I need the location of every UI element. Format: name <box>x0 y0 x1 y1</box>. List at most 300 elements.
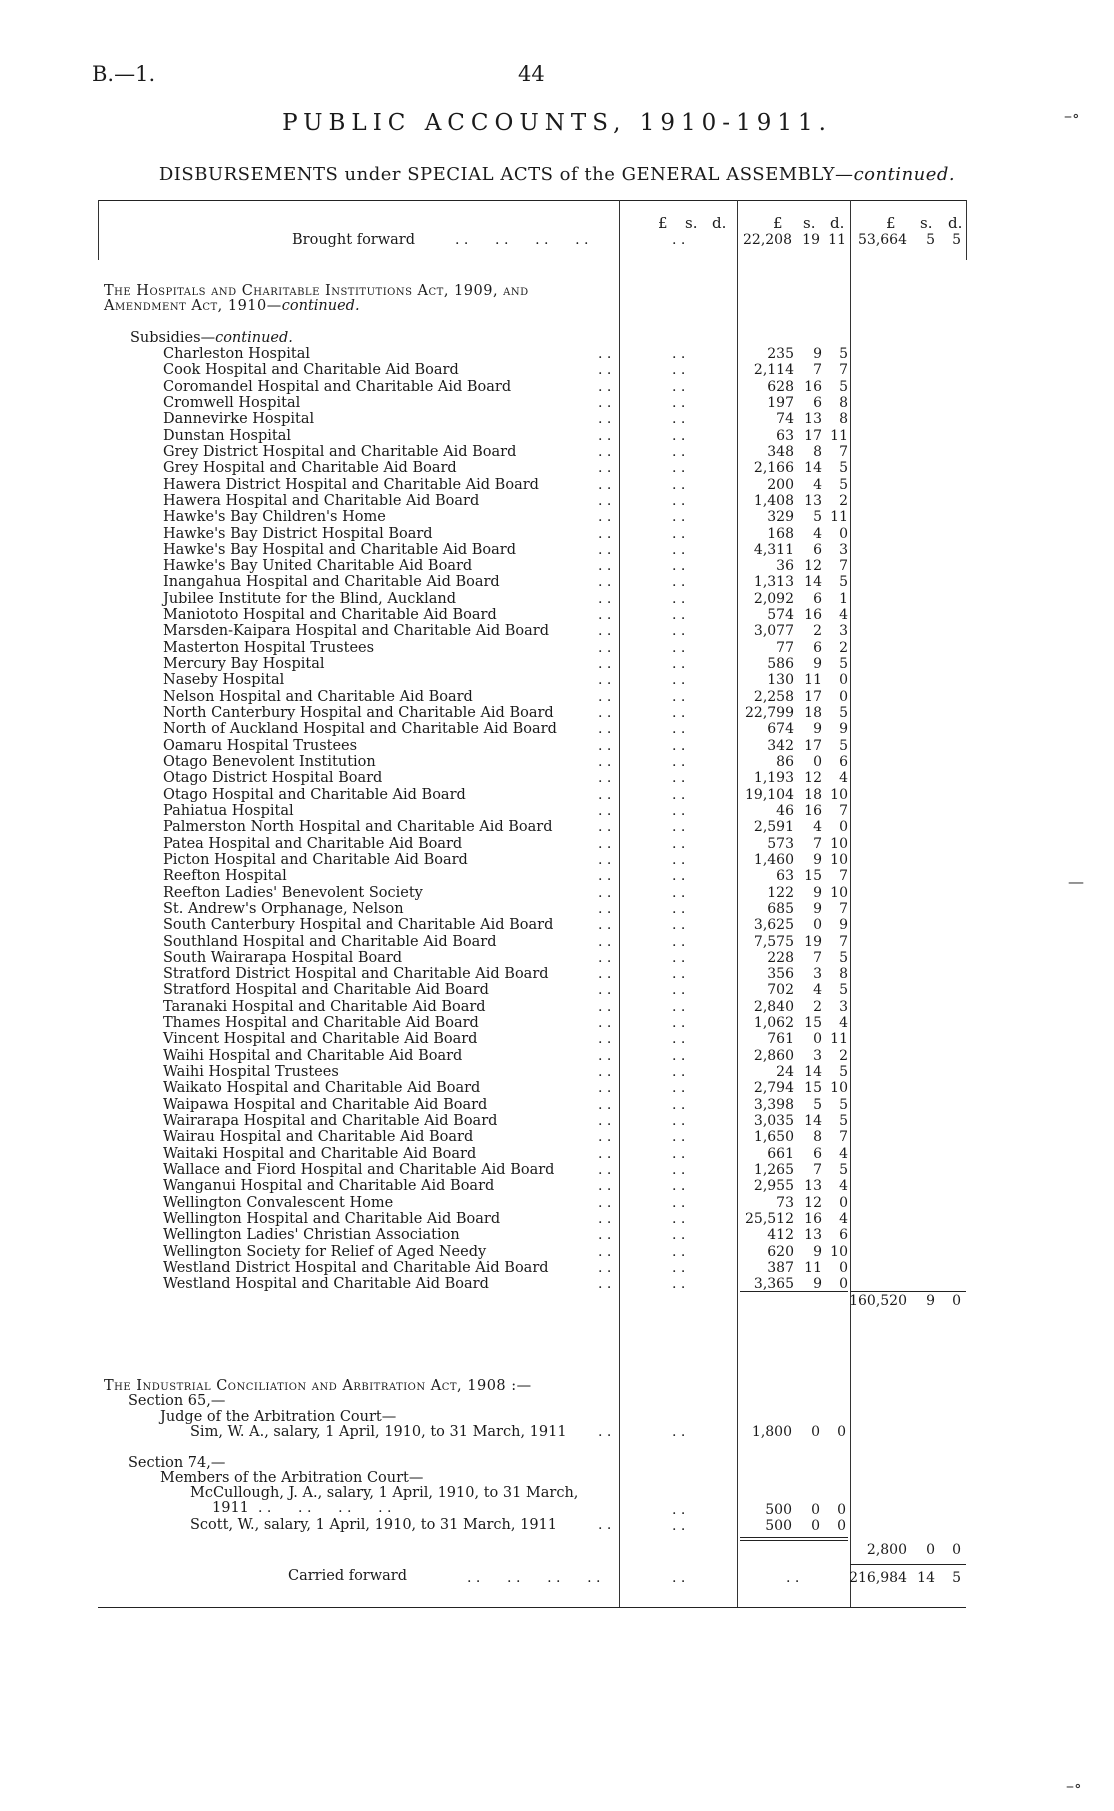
subsidy-amount <box>744 885 848 901</box>
col1-shilling-heading: s. <box>685 214 698 232</box>
table-row <box>0 1064 1114 1080</box>
col1-dots: . . <box>672 378 686 395</box>
table-row <box>0 395 1114 411</box>
subsidy-amount <box>744 1129 848 1145</box>
hospital-name: Wellington Hospital and Charitable Aid Board <box>163 1210 501 1227</box>
amount-shillings: 9 <box>926 1293 935 1309</box>
amount-pounds: 25,512 <box>745 1210 794 1227</box>
table-row <box>0 950 1114 966</box>
col1-dots: . . <box>672 1047 686 1064</box>
amount-pounds: 2,114 <box>753 362 794 379</box>
table-row <box>0 477 1114 493</box>
col1-dots: . . <box>672 1210 686 1227</box>
judge-salary-item: Sim, W. A., salary, 1 April, 1910, to 31 March, 1911 <box>190 1424 567 1440</box>
hospital-name: Stratford Hospital and Charitable Aid Board <box>163 982 489 999</box>
subsidy-amount <box>744 346 848 362</box>
leader-dots: . . <box>598 378 612 395</box>
table-row <box>0 1211 1114 1227</box>
brought-forward-leader: . . . . . . . . <box>455 232 589 248</box>
subsidy-amount <box>744 656 848 672</box>
amount-pounds: 348 <box>767 443 794 460</box>
amount-pence: 4 <box>839 1015 848 1032</box>
subsidy-amount <box>744 623 848 639</box>
arbitration-act-heading: The Industrial Conciliation and Arbitration Act, 1908 :— <box>104 1378 532 1394</box>
col1-dots: . . <box>672 574 686 591</box>
table-row <box>0 1031 1114 1047</box>
table-row <box>0 966 1114 982</box>
carried-forward-col2-dots: . . <box>786 1570 800 1586</box>
hospital-name: Hawera District Hospital and Charitable Aid Board <box>163 476 539 493</box>
table-row <box>0 526 1114 542</box>
col1-dots: . . <box>672 1064 686 1081</box>
table-row <box>0 1015 1114 1031</box>
table-row <box>0 591 1114 607</box>
amount-pence: 3 <box>839 623 848 640</box>
hospitals-total <box>847 1293 961 1309</box>
amount-pounds: 19,104 <box>745 786 794 803</box>
hospital-name: Vincent Hospital and Charitable Aid Board <box>163 1031 478 1048</box>
leader-dots: . . <box>598 1064 612 1081</box>
leader-dots: . . <box>598 574 612 591</box>
table-row <box>0 656 1114 672</box>
amount-pence: 5 <box>839 656 848 673</box>
hospitals-act-heading-line2 <box>104 298 360 314</box>
amount-pence: 5 <box>952 1570 961 1586</box>
col1-dots: . . <box>672 1015 686 1032</box>
amount-pence: 5 <box>952 232 961 248</box>
hospital-name: Wairarapa Hospital and Charitable Aid Board <box>163 1113 498 1130</box>
col2-pence-heading: d. <box>830 214 845 232</box>
leader-dots: . . <box>598 737 612 754</box>
subsidy-amount <box>744 1178 848 1194</box>
amount-pounds: 160,520 <box>849 1293 907 1309</box>
amount-shillings: 0 <box>811 1518 820 1534</box>
hospital-name: Wellington Convalescent Home <box>163 1194 394 1211</box>
hospital-name: Maniototo Hospital and Charitable Aid Board <box>163 607 497 624</box>
amount-pence: 5 <box>839 378 848 395</box>
member2-col1-dots: . . <box>672 1518 686 1534</box>
subsidy-amount <box>744 1227 848 1243</box>
col1-dots: . . <box>672 1194 686 1211</box>
col1-dots: . . <box>672 607 686 624</box>
subsidy-amount <box>744 460 848 476</box>
brought-forward-col2 <box>732 232 846 248</box>
hospitals-total-rule <box>850 1291 966 1292</box>
member2-amount <box>732 1518 846 1534</box>
col1-dots: . . <box>672 705 686 722</box>
hospital-name: Reefton Ladies' Benevolent Society <box>163 884 423 901</box>
grand-total-rule <box>850 1564 966 1565</box>
leader-dots: . . <box>598 1178 612 1195</box>
table-row <box>0 428 1114 444</box>
subsidy-amount <box>744 852 848 868</box>
amount-pounds: 3,035 <box>753 1113 794 1130</box>
amount-pence: 11 <box>830 427 848 444</box>
subsidy-amount <box>744 689 848 705</box>
col1-dots: . . <box>672 1096 686 1113</box>
col1-dots: . . <box>672 982 686 999</box>
hospital-name: Waitaki Hospital and Charitable Aid Board <box>163 1145 477 1162</box>
hospital-name: Wairau Hospital and Charitable Aid Board <box>163 1129 474 1146</box>
member1-item-line2: 1911 <box>212 1500 249 1516</box>
amount-pounds: 197 <box>767 394 794 411</box>
amount-shillings: 14 <box>804 460 822 477</box>
subsidies-label <box>130 330 293 346</box>
subtitle-main: DISBURSEMENTS under SPECIAL ACTS of the GENERAL ASSEMBLY— <box>158 164 854 185</box>
amount-pounds: 387 <box>767 1259 794 1276</box>
subsidy-amount <box>744 1244 848 1260</box>
subsidy-amount <box>744 1097 848 1113</box>
leader-dots: . . <box>598 623 612 640</box>
subsidy-amount <box>744 754 848 770</box>
col1-dots: . . <box>672 998 686 1015</box>
leader-dots: . . <box>598 411 612 428</box>
hospital-name: Inangahua Hospital and Charitable Aid Board <box>163 574 500 591</box>
subsidy-amount <box>744 1146 848 1162</box>
table-row <box>0 672 1114 688</box>
subsidies-text: Subsidies— <box>130 330 216 346</box>
amount-shillings: 5 <box>813 509 822 526</box>
table-row <box>0 1048 1114 1064</box>
section-74-label: Section 74,— <box>128 1455 226 1471</box>
column-rule-right <box>966 200 967 260</box>
table-row <box>0 1097 1114 1113</box>
hospital-name: Wanganui Hospital and Charitable Aid Board <box>163 1178 495 1195</box>
amount-shillings: 7 <box>813 949 822 966</box>
amount-pounds: 216,984 <box>849 1570 907 1586</box>
amount-pounds: 702 <box>767 982 794 999</box>
col1-dots: . . <box>672 966 686 983</box>
amount-shillings: 2 <box>813 623 822 640</box>
amount-pounds: 3,365 <box>753 1276 794 1293</box>
leader-dots: . . <box>598 1162 612 1178</box>
leader-dots: . . <box>598 672 612 689</box>
hospital-name: South Canterbury Hospital and Charitable Aid Board <box>163 917 554 934</box>
amount-pounds: 1,650 <box>753 1129 794 1146</box>
hospital-name: Waihi Hospital Trustees <box>163 1064 339 1081</box>
amount-pounds: 2,591 <box>753 819 794 836</box>
amount-shillings: 4 <box>813 525 822 542</box>
amount-pence: 4 <box>839 1145 848 1162</box>
col1-dots: . . <box>672 1031 686 1048</box>
leader-dots: . . <box>598 607 612 624</box>
amount-shillings: 9 <box>813 900 822 917</box>
amount-pence: 0 <box>839 672 848 689</box>
leader-dots: . . <box>598 1129 612 1146</box>
judge-col1-dots: . . <box>672 1424 686 1440</box>
col1-dots: . . <box>672 1243 686 1260</box>
amount-pence: 11 <box>830 1031 848 1048</box>
amount-pence: 5 <box>839 1096 848 1113</box>
amount-shillings: 16 <box>804 1210 822 1227</box>
table-row <box>0 885 1114 901</box>
subsidy-amount <box>744 591 848 607</box>
hospital-name: Mercury Bay Hospital <box>163 656 325 673</box>
leader-dots: . . <box>598 754 612 770</box>
subsidy-amount <box>744 1080 848 1096</box>
table-row <box>0 999 1114 1015</box>
amount-pounds: 356 <box>767 966 794 983</box>
hospital-name: Otago District Hospital Board <box>163 770 383 787</box>
subsidy-amount <box>744 721 848 737</box>
col1-dots: . . <box>672 1080 686 1097</box>
amount-shillings: 9 <box>813 1276 822 1293</box>
amount-pence: 3 <box>839 541 848 558</box>
subsidy-amount <box>744 672 848 688</box>
amount-pence: 0 <box>839 1194 848 1211</box>
amount-shillings: 0 <box>813 917 822 934</box>
amount-shillings: 17 <box>804 688 822 705</box>
subsidy-amount <box>744 917 848 933</box>
amount-shillings: 6 <box>813 541 822 558</box>
amount-pence: 5 <box>839 574 848 591</box>
amount-pounds: 1,265 <box>753 1162 794 1178</box>
margin-mark: — <box>1068 872 1084 891</box>
amount-pence: 5 <box>839 1113 848 1130</box>
amount-pounds: 574 <box>767 607 794 624</box>
amount-pence: 7 <box>839 362 848 379</box>
carried-forward-col3 <box>847 1570 961 1586</box>
amount-pounds: 36 <box>776 558 794 575</box>
hospital-name: Oamaru Hospital Trustees <box>163 737 358 754</box>
subsidies-continued: continued. <box>215 330 293 346</box>
amount-pence: 0 <box>837 1518 846 1534</box>
subsidy-amount <box>744 493 848 509</box>
hospital-name: Coromandel Hospital and Charitable Aid Board <box>163 378 512 395</box>
amount-pounds: 3,398 <box>753 1096 794 1113</box>
col1-dots: . . <box>672 1276 686 1293</box>
hospitals-act-heading: The Hospitals and Charitable Institutions Act, 1909, and <box>104 283 529 299</box>
page-subtitle <box>0 164 1114 185</box>
amount-pounds: 2,955 <box>753 1178 794 1195</box>
hospital-name: Otago Hospital and Charitable Aid Board <box>163 786 466 803</box>
amount-shillings: 0 <box>813 754 822 770</box>
amount-pounds: 86 <box>776 754 794 770</box>
amount-pence: 5 <box>839 1162 848 1178</box>
leader-dots: . . <box>598 688 612 705</box>
table-row <box>0 819 1114 835</box>
amount-pence: 11 <box>830 509 848 526</box>
subsidy-amount <box>744 982 848 998</box>
col1-dots: . . <box>672 917 686 934</box>
col1-dots: . . <box>672 509 686 526</box>
judge-label: Judge of the Arbitration Court— <box>160 1409 397 1425</box>
amount-pence: 6 <box>839 1227 848 1244</box>
col1-dots: . . <box>672 737 686 754</box>
leader-dots: . . <box>598 427 612 444</box>
amount-pence: 10 <box>830 851 848 868</box>
amount-shillings: 13 <box>804 1178 822 1195</box>
col1-dots: . . <box>672 362 686 379</box>
amount-shillings: 3 <box>813 966 822 983</box>
member1-col1-dots: . . <box>672 1502 686 1518</box>
col1-pound-heading: £ <box>658 214 668 232</box>
hospital-name: South Wairarapa Hospital Board <box>163 949 403 966</box>
hospital-name: Reefton Hospital <box>163 868 287 885</box>
amount-pounds: 53,664 <box>858 232 907 248</box>
carried-forward-col1-dots: . . <box>672 1570 686 1586</box>
amount-shillings: 6 <box>813 1145 822 1162</box>
leader-dots: . . <box>598 851 612 868</box>
subsidy-amount <box>744 1276 848 1292</box>
col1-dots: . . <box>672 851 686 868</box>
col1-dots: . . <box>672 1178 686 1195</box>
leader-dots: . . <box>598 1080 612 1097</box>
leader-dots: . . <box>598 639 612 656</box>
amount-shillings: 2 <box>813 998 822 1015</box>
amount-pence: 0 <box>839 1276 848 1293</box>
col1-dots: . . <box>672 590 686 607</box>
amount-pounds: 73 <box>776 1194 794 1211</box>
table-row <box>0 754 1114 770</box>
subsidy-amount <box>744 379 848 395</box>
amount-shillings: 9 <box>813 721 822 738</box>
hospital-name: Hawke's Bay District Hospital Board <box>163 525 433 542</box>
amount-pence: 8 <box>839 411 848 428</box>
amount-pounds: 2,092 <box>753 590 794 607</box>
leader-dots: . . <box>598 1096 612 1113</box>
subsidy-amount <box>744 999 848 1015</box>
amount-pence: 0 <box>952 1542 961 1558</box>
amount-shillings: 14 <box>804 574 822 591</box>
amount-pence: 3 <box>839 998 848 1015</box>
amount-shillings: 6 <box>813 590 822 607</box>
amount-pounds: 200 <box>767 476 794 493</box>
amount-pence: 1 <box>839 590 848 607</box>
table-row <box>0 607 1114 623</box>
subsidy-amount <box>744 934 848 950</box>
subsidy-amount <box>744 901 848 917</box>
table-row <box>0 1244 1114 1260</box>
table-row <box>0 1080 1114 1096</box>
leader-dots: . . <box>598 884 612 901</box>
amount-pounds: 77 <box>776 639 794 656</box>
amount-pence: 6 <box>839 754 848 770</box>
amount-shillings: 8 <box>813 443 822 460</box>
amount-shillings: 15 <box>804 1080 822 1097</box>
col1-dots: . . <box>672 1129 686 1146</box>
hospital-name: Dannevirke Hospital <box>163 411 315 428</box>
amount-pounds: 1,460 <box>753 851 794 868</box>
subsidy-amount <box>744 411 848 427</box>
leader-dots: . . <box>598 590 612 607</box>
amount-shillings: 4 <box>813 982 822 999</box>
amount-shillings: 19 <box>804 933 822 950</box>
leader-dots: . . <box>598 1194 612 1211</box>
table-row <box>0 803 1114 819</box>
amount-shillings: 9 <box>813 1243 822 1260</box>
hospital-name: St. Andrew's Orphanage, Nelson <box>163 900 404 917</box>
amount-pounds: 620 <box>767 1243 794 1260</box>
hospital-name: Waipawa Hospital and Charitable Aid Board <box>163 1096 488 1113</box>
hospital-name: Thames Hospital and Charitable Aid Board <box>163 1015 479 1032</box>
amount-pounds: 3,625 <box>753 917 794 934</box>
amount-pounds: 573 <box>767 835 794 852</box>
hospital-name: Naseby Hospital <box>163 672 285 689</box>
leader-dots: . . <box>598 1031 612 1048</box>
col1-dots: . . <box>672 427 686 444</box>
hospitals-subtotal-rule <box>740 1291 848 1292</box>
subsidy-amount <box>744 526 848 542</box>
table-row <box>0 509 1114 525</box>
table-row <box>0 1129 1114 1145</box>
subsidy-amount <box>744 787 848 803</box>
amount-shillings: 4 <box>813 819 822 836</box>
amount-pence: 10 <box>830 1243 848 1260</box>
hospital-name: Southland Hospital and Charitable Aid Board <box>163 933 497 950</box>
table-row <box>0 1162 1114 1178</box>
amount-shillings: 8 <box>813 1129 822 1146</box>
amount-pounds: 412 <box>767 1227 794 1244</box>
hospital-name: Marsden-Kaipara Hospital and Charitable Aid Board <box>163 623 549 640</box>
amount-pounds: 1,313 <box>753 574 794 591</box>
hospital-name: Wallace and Fiord Hospital and Charitable Aid Board <box>163 1162 555 1178</box>
subsidy-amount <box>744 1015 848 1031</box>
col1-dots: . . <box>672 443 686 460</box>
subsidy-amount <box>744 966 848 982</box>
amount-shillings: 0 <box>811 1424 820 1440</box>
hospital-name: Jubilee Institute for the Blind, Auckland <box>163 590 457 607</box>
amount-pounds: 2,800 <box>866 1542 907 1558</box>
amount-pence: 0 <box>837 1424 846 1440</box>
col2-pound-heading: £ <box>773 214 783 232</box>
amount-shillings: 11 <box>804 672 822 689</box>
table-row <box>0 705 1114 721</box>
amount-shillings: 9 <box>813 656 822 673</box>
amount-pence: 5 <box>839 346 848 362</box>
amount-pounds: 1,062 <box>753 1015 794 1032</box>
amount-shillings: 6 <box>813 394 822 411</box>
member2-leader: . . <box>598 1517 612 1533</box>
col1-dots: . . <box>672 949 686 966</box>
amount-pence: 10 <box>830 835 848 852</box>
hospitals-act-continued: continued. <box>281 298 360 314</box>
col1-dots: . . <box>672 1113 686 1130</box>
subsidy-amount <box>744 1211 848 1227</box>
leader-dots: . . <box>598 1145 612 1162</box>
table-row <box>0 1178 1114 1194</box>
brought-forward-label: Brought forward <box>292 232 416 248</box>
amount-pounds: 228 <box>767 949 794 966</box>
amount-pence: 10 <box>830 786 848 803</box>
amount-pence: 5 <box>839 460 848 477</box>
hospital-name: Stratford District Hospital and Charitable Aid Board <box>163 966 549 983</box>
amount-pounds: 74 <box>776 411 794 428</box>
amount-pence: 4 <box>839 770 848 787</box>
amount-pounds: 168 <box>767 525 794 542</box>
amount-pence: 5 <box>839 982 848 999</box>
subsidy-amount <box>744 542 848 558</box>
members-label: Members of the Arbitration Court— <box>160 1470 424 1486</box>
table-row <box>0 493 1114 509</box>
amount-pounds: 1,408 <box>753 492 794 509</box>
amount-shillings: 14 <box>804 1064 822 1081</box>
table-row <box>0 934 1114 950</box>
hospital-name: Waikato Hospital and Charitable Aid Board <box>163 1080 481 1097</box>
leader-dots: . . <box>598 362 612 379</box>
subsidy-amount <box>744 574 848 590</box>
amount-shillings: 14 <box>917 1570 935 1586</box>
amount-pence: 4 <box>839 607 848 624</box>
leader-dots: . . <box>598 541 612 558</box>
col3-pence-heading: d. <box>948 214 963 232</box>
leader-dots: . . <box>598 346 612 362</box>
table-row <box>0 346 1114 362</box>
leader-dots: . . <box>598 917 612 934</box>
carried-forward-label: Carried forward <box>288 1568 408 1584</box>
col1-dots: . . <box>672 884 686 901</box>
amount-shillings: 13 <box>804 411 822 428</box>
